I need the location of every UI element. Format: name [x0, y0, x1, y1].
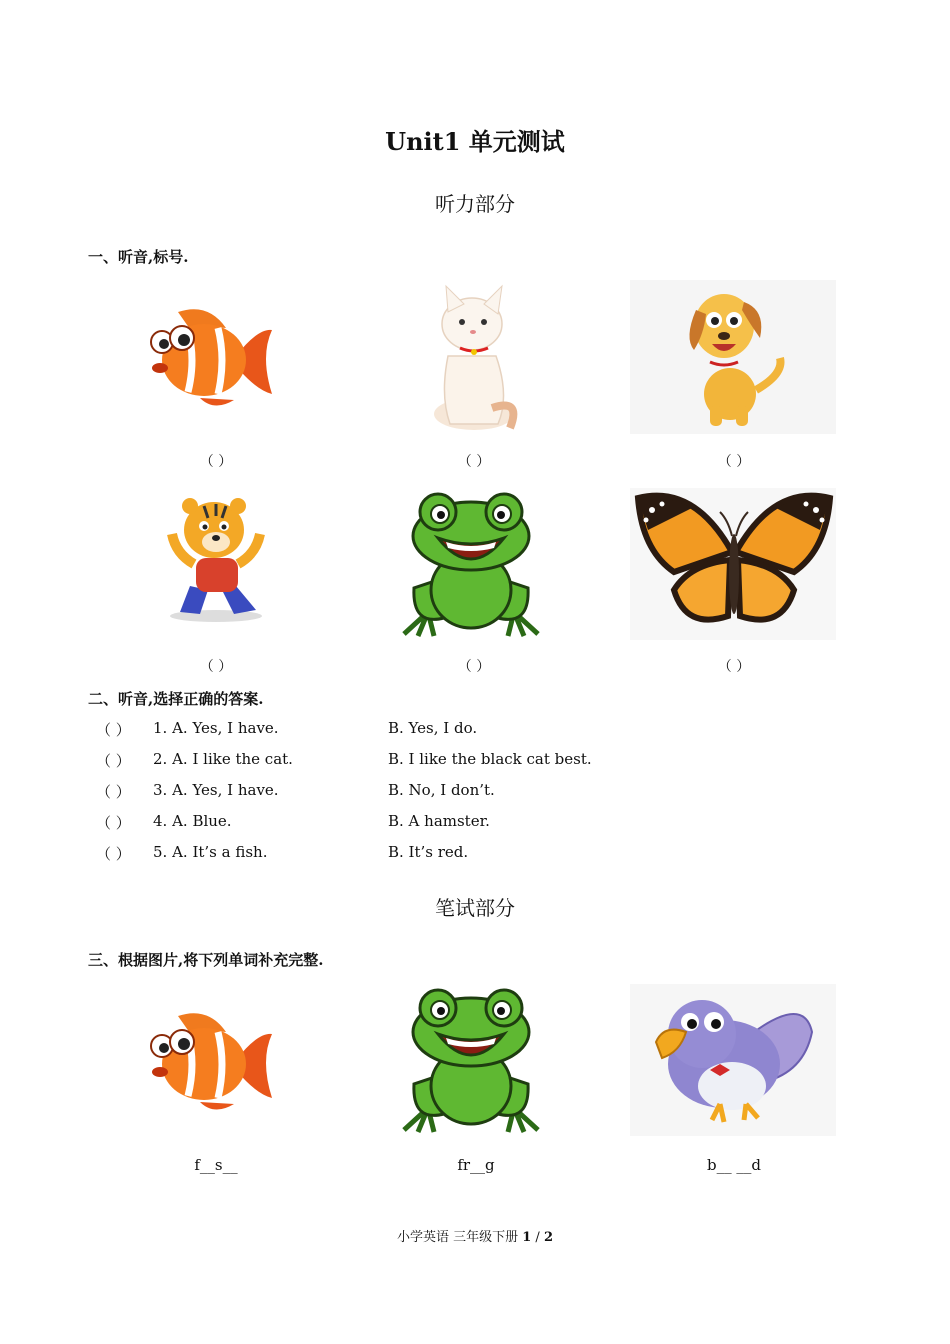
option-a: 3. A. Yes, I have.: [153, 781, 279, 799]
question-2-item: [0, 812, 950, 832]
option-b: B. No, I don’t.: [388, 781, 495, 799]
page-total: 2: [543, 1230, 553, 1245]
fish-image: [148, 308, 278, 408]
question-2-item: [0, 719, 950, 739]
page-separator: /: [531, 1230, 544, 1245]
bird-image: [654, 992, 814, 1128]
fill-word: f__s__: [194, 1156, 238, 1174]
question-2-item: [0, 750, 950, 770]
writing-heading: 笔试部分: [435, 896, 515, 920]
option-a: 4. A. Blue.: [153, 812, 232, 830]
question-3-heading: 三、根据图片,将下列单词补充完整.: [88, 951, 324, 969]
page-footer: [0, 1226, 950, 1245]
option-a: 1. A. Yes, I have.: [153, 719, 279, 737]
answer-paren: （ ）: [199, 659, 233, 675]
fill-word: b__ __d: [707, 1156, 761, 1174]
answer-paren: （ ）: [96, 752, 131, 770]
option-b: B. It’s red.: [388, 843, 469, 861]
question-1-heading: 一、听音,标号.: [88, 248, 189, 266]
page-number: 1: [522, 1230, 532, 1245]
dog-image: [684, 288, 788, 430]
answer-paren: （ ）: [717, 659, 751, 675]
answer-paren: （ ）: [96, 814, 131, 832]
answer-paren: （ ）: [96, 845, 131, 863]
butterfly-image: [634, 490, 834, 638]
answer-paren: （ ）: [457, 454, 491, 470]
fill-word: fr__g: [457, 1156, 495, 1174]
cat-image: [426, 286, 522, 434]
option-a: 2. A. I like the cat.: [153, 750, 293, 768]
frog-image: [398, 486, 544, 640]
frog-image: [398, 982, 544, 1136]
answer-paren: （ ）: [199, 454, 233, 470]
question-2-heading: 二、听音,选择正确的答案.: [88, 690, 264, 708]
listening-heading: 听力部分: [435, 192, 515, 216]
answer-paren: （ ）: [96, 721, 131, 739]
tiger-image: [164, 494, 268, 624]
answer-paren: （ ）: [96, 783, 131, 801]
page-title: Unit1 单元测试: [385, 127, 565, 156]
option-a: 5. A. It’s a fish.: [153, 843, 268, 861]
answer-paren: （ ）: [457, 659, 491, 675]
footer-text: 小学英语 三年级下册: [396, 1230, 523, 1245]
fish-image: [148, 1012, 278, 1112]
question-2-item: [0, 781, 950, 801]
answer-paren: （ ）: [717, 454, 751, 470]
option-b: B. I like the black cat best.: [388, 750, 592, 768]
question-2-item: [0, 843, 950, 863]
option-b: B. A hamster.: [388, 812, 490, 830]
option-b: B. Yes, I do.: [388, 719, 478, 737]
